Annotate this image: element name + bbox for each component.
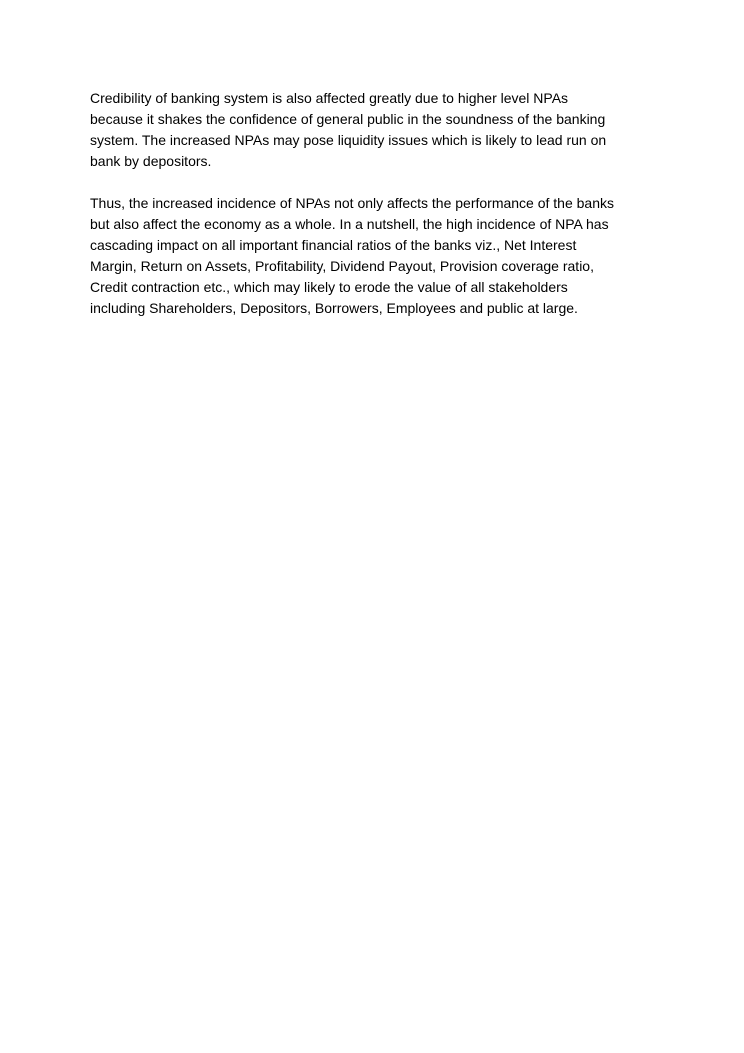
paragraph-credibility (90, 88, 660, 172)
text-line: Credit contraction etc., which may likely to erode the value of all stakeholders (90, 279, 568, 295)
text-line: cascading impact on all important financial ratios of the banks viz., Net Interest (90, 237, 577, 253)
text-line: but also affect the economy as a whole. In a nutshell, the high incidence of NPA has (90, 216, 609, 232)
text-line: bank by depositors. (90, 153, 212, 169)
text-line: Thus, the increased incidence of NPAs not only affects the performance of the banks (90, 195, 615, 211)
text-line: Margin, Return on Assets, Profitability, Dividend Payout, Provision coverage ratio, (90, 258, 594, 274)
document-body (90, 88, 660, 319)
text-line: Credibility of banking system is also affected greatly due to higher level NPAs (90, 90, 569, 106)
paragraph-spacer (90, 172, 660, 193)
text-line: because it shakes the confidence of general public in the soundness of the banking (90, 111, 606, 127)
paragraph-conclusion (90, 193, 660, 319)
text-line: system. The increased NPAs may pose liquidity issues which is likely to lead run on (90, 132, 607, 148)
text-line: including Shareholders, Depositors, Borrowers, Employees and public at large. (90, 300, 578, 316)
